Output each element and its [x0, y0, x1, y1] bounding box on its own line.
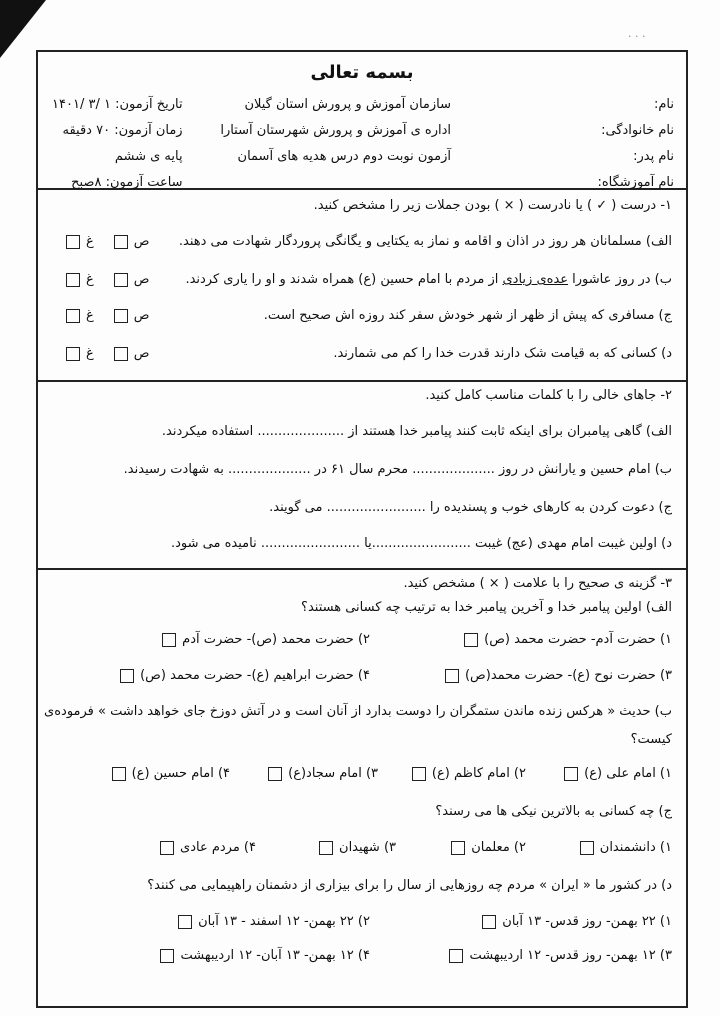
- q1-item-c: ج) مسافری که پیش از ظهر از شهر خودش سفر کند روزه اش صحیح است.: [263, 308, 672, 323]
- q3-b-question-line-1: ب) حدیث « هرکس زنده ماندن ستمگران را دوست بدارد از آنان است و در آتش دوزخ جای خواهد داشت » فرموده‌ی: [44, 704, 672, 719]
- question-3: [38, 570, 686, 1010]
- q2-item-d[interactable]: د) اولین غیبت امام مهدی (عج) غیبت ........................یا ........................ نامیده می شود.: [171, 536, 672, 551]
- org-line-1: سازمان آموزش و پرورش استان گیلان: [244, 97, 451, 112]
- q3-a-option-2[interactable]: [162, 632, 370, 647]
- q1-heading: ۱- درست ( ✓ ) یا نادرست ( × ) بودن جملات زیر را مشخص کنید.: [313, 198, 672, 213]
- true-label: ص: [133, 308, 150, 323]
- question-2: [38, 382, 686, 570]
- q3-b-option-2[interactable]: [412, 766, 526, 781]
- q3-d-option-2[interactable]: [178, 914, 370, 929]
- option-label: ۱) امام علی (ع): [584, 766, 672, 781]
- option-label: ۳) امام سجاد(ع): [288, 766, 378, 781]
- option-checkbox[interactable]: [319, 841, 333, 855]
- q1-item-b: [185, 272, 672, 287]
- exam-header: [38, 52, 686, 190]
- scratch-mark: · · ·: [628, 30, 646, 43]
- option-label: ۴) حضرت ابراهیم (ع)- حضرت محمد (ص): [140, 668, 370, 683]
- option-label: ۲) امام کاظم (ع): [431, 766, 526, 781]
- student-info-labels: [597, 92, 674, 196]
- org-line-2: اداره ی آموزش و پرورش شهرستان آستارا: [220, 123, 451, 138]
- exam-time: ساعت آزمون: ۸صبح: [71, 175, 183, 190]
- false-checkbox[interactable]: [66, 273, 80, 287]
- q2-item-a[interactable]: الف) گاهی پیامبران برای اینکه ثابت کنند پیامبر خدا هستند از ..................... استفاده میکردند.: [161, 424, 672, 439]
- false-label: غ: [86, 234, 94, 249]
- q3-heading: ۳- گزینه ی صحیح را با علامت ( × ) مشخص کنید.: [403, 576, 672, 591]
- exam-sheet: [36, 50, 688, 1008]
- q3-c-option-2[interactable]: [451, 840, 526, 855]
- q3-b-option-4[interactable]: [112, 766, 230, 781]
- true-label: ص: [133, 346, 150, 361]
- father-name-label: نام پدر:: [633, 149, 674, 164]
- option-checkbox[interactable]: [120, 669, 134, 683]
- q1-b-answer: [66, 272, 149, 287]
- q3-a-option-4[interactable]: [120, 668, 370, 683]
- q3-c-option-1[interactable]: [580, 840, 672, 855]
- page-title: بسمه تعالی: [310, 62, 414, 83]
- option-checkbox[interactable]: [412, 767, 426, 781]
- option-label: ۱) ۲۲ بهمن- روز قدس- ۱۳ آبان: [502, 914, 672, 929]
- false-checkbox[interactable]: [66, 347, 80, 361]
- option-checkbox[interactable]: [178, 915, 192, 929]
- organization-info: [220, 92, 451, 170]
- q3-c-option-4[interactable]: [160, 840, 256, 855]
- q2-item-c[interactable]: ج) دعوت کردن به کارهای خوب و پسندیده را ........................ می گویند.: [269, 500, 672, 515]
- q3-d-option-1[interactable]: [482, 914, 672, 929]
- option-label: ۴) مردم عادی: [180, 840, 256, 855]
- option-label: ۳) حضرت نوح (ع)- حضرت محمد(ص): [464, 668, 672, 683]
- name-label: نام:: [653, 97, 674, 112]
- option-label: ۲) حضرت محمد (ص)- حضرت آدم: [182, 632, 370, 647]
- q3-a-question: الف) اولین پیامبر خدا و آخرین پیامبر خدا به ترتیب چه کسانی هستند؟: [301, 600, 672, 615]
- option-checkbox[interactable]: [445, 669, 459, 683]
- option-label: ۳) ۱۲ بهمن- روز قدس- ۱۲ اردیبهشت: [469, 948, 672, 963]
- option-label: ۲) ۲۲ بهمن- ۱۲ اسفند - ۱۳ آبان: [198, 914, 370, 929]
- false-label: غ: [86, 308, 94, 323]
- q1-b-part2: از مردم با امام حسین (ع) همراه شدند و او را یاری کردند.: [185, 272, 499, 287]
- option-label: ۱) حضرت آدم- حضرت محمد (ص): [484, 632, 672, 647]
- option-checkbox[interactable]: [580, 841, 594, 855]
- q3-d-option-3[interactable]: [449, 948, 672, 963]
- q1-item-d: د) کسانی که به قیامت شک دارند قدرت خدا را کم می شمارند.: [333, 346, 672, 361]
- option-label: ۲) معلمان: [471, 840, 526, 855]
- option-checkbox[interactable]: [449, 949, 463, 963]
- option-checkbox[interactable]: [564, 767, 578, 781]
- q1-b-part1: ب) در روز عاشورا: [572, 272, 672, 287]
- option-checkbox[interactable]: [482, 915, 496, 929]
- option-checkbox[interactable]: [112, 767, 126, 781]
- q1-a-answer: [66, 234, 149, 249]
- exam-info: [52, 92, 183, 196]
- false-checkbox[interactable]: [66, 235, 80, 249]
- q3-c-question: ج) چه کسانی به بالاترین نیکی ها می رسند؟: [435, 804, 672, 819]
- q2-heading: ۲- جاهای خالی را با کلمات مناسب کامل کنید.: [425, 388, 672, 403]
- q3-b-option-3[interactable]: [268, 766, 378, 781]
- exam-date: تاریخ آزمون: ۱ /۳ /۱۴۰۱: [52, 97, 183, 112]
- option-checkbox[interactable]: [464, 633, 478, 647]
- q3-a-option-3[interactable]: [445, 668, 672, 683]
- q1-d-answer: [66, 346, 149, 361]
- q3-c-option-3[interactable]: [319, 840, 396, 855]
- true-checkbox[interactable]: [114, 347, 128, 361]
- false-label: غ: [86, 272, 94, 287]
- q1-item-a: الف) مسلمانان هر روز در اذان و اقامه و نماز به یکتایی و یگانگی پروردگار شهادت می دهند.: [178, 234, 672, 249]
- option-label: ۳) شهیدان: [339, 840, 396, 855]
- q3-b-option-1[interactable]: [564, 766, 672, 781]
- false-label: غ: [86, 346, 94, 361]
- option-checkbox[interactable]: [162, 633, 176, 647]
- true-label: ص: [133, 272, 150, 287]
- grade-level: پایه ی ششم: [114, 149, 183, 164]
- true-checkbox[interactable]: [114, 235, 128, 249]
- school-label: نام آموزشگاه:: [597, 175, 674, 190]
- q3-b-question-line-2: کیست؟: [630, 732, 672, 747]
- q1-b-underlined: عده‌ی زیادی: [502, 272, 569, 287]
- q1-c-answer: [66, 308, 149, 323]
- true-label: ص: [133, 234, 150, 249]
- option-label: ۴) ۱۲ بهمن- ۱۳ آبان- ۱۲ اردیبهشت: [180, 948, 370, 963]
- option-checkbox[interactable]: [160, 841, 174, 855]
- true-checkbox[interactable]: [114, 309, 128, 323]
- exam-duration: زمان آزمون: ۷۰ دقیقه: [62, 123, 183, 138]
- true-checkbox[interactable]: [114, 273, 128, 287]
- false-checkbox[interactable]: [66, 309, 80, 323]
- org-line-3: آزمون نوبت دوم درس هدیه های آسمان: [237, 149, 451, 164]
- q3-a-option-1[interactable]: [464, 632, 672, 647]
- q2-item-b[interactable]: ب) امام حسین و یارانش در روز .................... محرم سال ۶۱ در .................... به شهادت رسیدند.: [123, 462, 672, 477]
- q3-d-question: د) در کشور ما « ایران » مردم چه روزهایی از سال را برای بیزاری از دشمنان راهپیمایی می کنند؟: [147, 878, 672, 893]
- option-checkbox[interactable]: [268, 767, 282, 781]
- q3-d-option-4[interactable]: [160, 948, 370, 963]
- option-checkbox[interactable]: [160, 949, 174, 963]
- option-label: ۱) دانشمندان: [599, 840, 672, 855]
- option-checkbox[interactable]: [451, 841, 465, 855]
- family-name-label: نام خانوادگی:: [601, 123, 674, 138]
- question-1: [38, 190, 686, 382]
- option-label: ۴) امام حسین (ع): [131, 766, 230, 781]
